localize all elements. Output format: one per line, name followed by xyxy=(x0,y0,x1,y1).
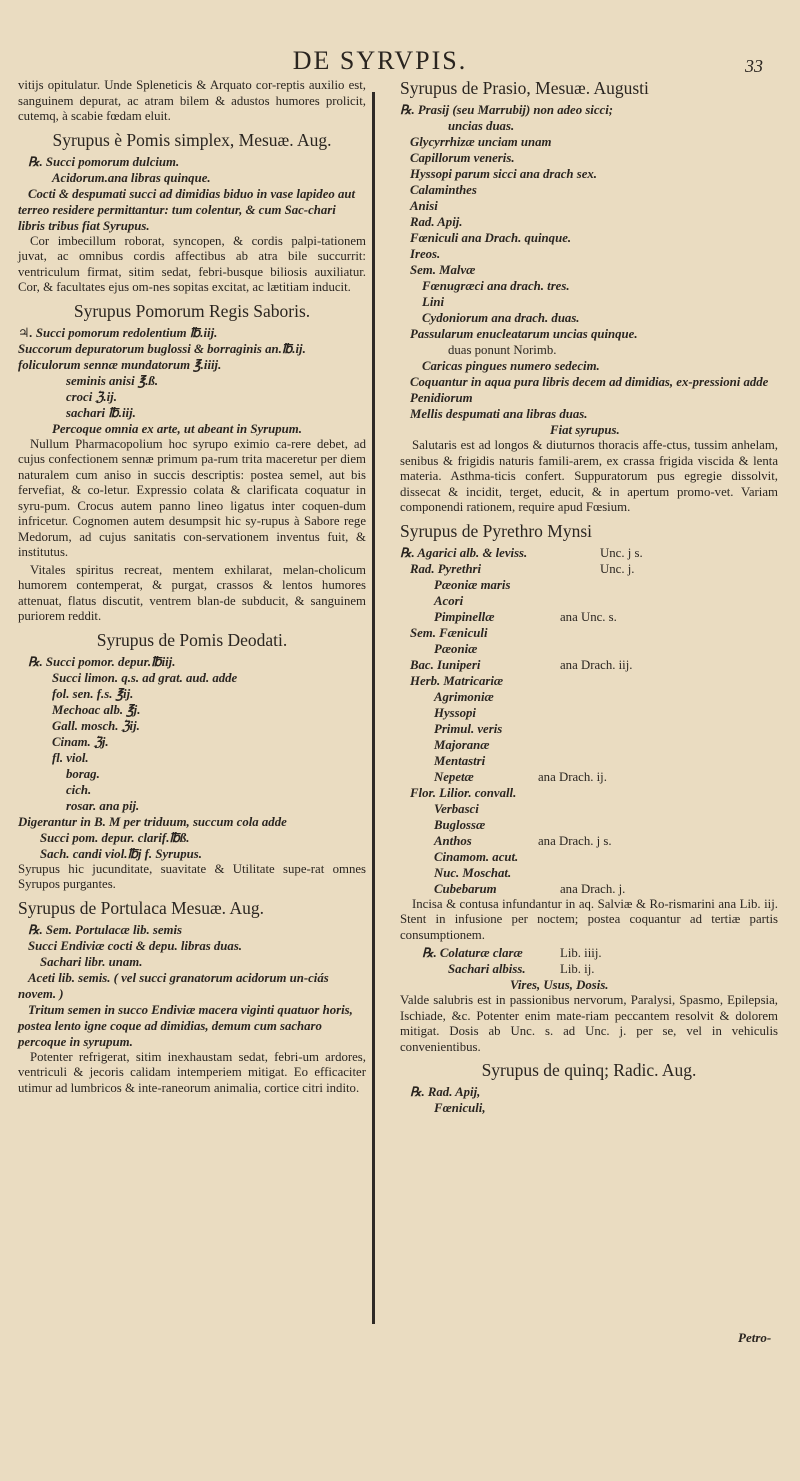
recipe-line: Succorum depuratorum buglossi & borraginis an.℔.ij. xyxy=(18,341,306,356)
subheading: Vires, Usus, Dosis. xyxy=(510,978,609,992)
recipe-line: foliculorum sennæ mundatorum ℥.iiij. xyxy=(18,357,222,372)
recipe-line: Caricas pingues numero sedecim. xyxy=(422,359,600,373)
recipe-line: Rad. Apij. xyxy=(410,215,463,229)
recipe-line: Succi Endiviæ cocti & depu. libras duas. xyxy=(28,938,243,953)
paragraph: Cor imbecillum roborat, syncopen, & cordis palpi-tationem juvat, ac omnibus cordis affectibus ab atra bile succurrit: ventriculum firmat, sitim sedat, febri-busque biliosis auxiliatur. Cor, & facultates ejus om-nes sopitas excitat, ac lætitiam inducit. xyxy=(18,233,366,294)
recipe-line: Lini xyxy=(422,295,445,309)
recipe-line: Rad. Pyrethri Unc. j. xyxy=(410,561,635,576)
recipe-line: ℞. Agarici alb. & leviss. Unc. j s. xyxy=(400,545,643,560)
recipe-line: Glycyrrhizæ unciam unam xyxy=(410,135,552,149)
recipe-line: Digerantur in B. M per triduum, succum cola adde xyxy=(18,814,287,829)
section-heading: Syrupus de Pyrethro Mynsi xyxy=(400,520,593,541)
column-divider xyxy=(372,92,375,1324)
recipe-line: Cydoniorum ana drach. duas. xyxy=(422,311,580,325)
recipe-line: Flor. Lilior. convall. xyxy=(410,785,517,800)
recipe-line: Succi limon. q.s. ad grat. aud. adde xyxy=(52,670,238,685)
recipe-line: ℞. Sem. Portulacæ lib. semis xyxy=(28,922,183,937)
recipe-line: Pæoniæ maris xyxy=(434,577,511,592)
recipe-line: Bac. Iuniperi ana Drach. iij. xyxy=(410,657,633,672)
recipe-line: seminis anisi ℥.ß. xyxy=(66,373,159,388)
recipe-line: sachari ℔.iij. xyxy=(66,405,136,420)
recipe-line: borag. xyxy=(66,766,100,781)
recipe-line: ℞. Prasij (seu Marrubij) non adeo sicci; xyxy=(400,103,614,117)
recipe-line: Fœnugræci ana drach. tres. xyxy=(422,279,570,293)
recipe-line: Capillorum veneris. xyxy=(410,151,515,165)
right-column xyxy=(400,78,778,1116)
section-heading: Syrupus è Pomis simplex, Mesuæ. Aug. xyxy=(52,129,332,150)
recipe-line: Penidiorum xyxy=(410,391,473,405)
left-column xyxy=(18,78,366,1098)
recipe-line: uncias duas. xyxy=(448,119,515,133)
page-number: 33 xyxy=(745,56,763,76)
paragraph: Vitales spiritus recreat, mentem exhilarat, melan-cholicum humorem contemperat, & purgat, crassos & lentos humores attenuat, flatus discutit, ventrem blan-de subducit, & sanguinem puriorem reddit. xyxy=(18,562,366,623)
recipe-line: Percoque omnia ex arte, ut abeant in Syrupum. xyxy=(52,421,302,436)
recipe-line: croci ℨ.ij. xyxy=(66,389,117,404)
paragraph: Salutaris est ad longos & diuturnos thoracis affe-ctus, tussim anhelam, senibus & frigidis naturis famili-arem, ex crassa frigida viscida & lenta materia. Asthma-ticis confert. Suppuratorum pus egregie dissolvit, dissecat & incidit, terget, educit, & in apertum promo-vet. Variam componendi rationem, require apud Fœsium. xyxy=(400,438,778,514)
section-heading: Syrupus Pomorum Regis Saboris. xyxy=(73,300,311,321)
recipe-line: Sachari libr. unam. xyxy=(40,954,143,969)
recipe-line: Cubebarum ana Drach. j. xyxy=(434,881,626,896)
paragraph: Nullum Pharmacopolium hoc syrupo eximio ca-rere debet, ad cujus confectionem sennæ primum pa-rum trita maceretur per diem naturalem cum aniso in succis descriptis: postea semel, aut bis fervefiat, & co-letur. Expressio colata & clarificata coquatur in syru-pum. Crocus autem panno lineo ligatus inter coquen-dum infricetur. Cognomen autem desumpsit hic sy-rupus à Sabore rege Medorum, ad cujus sanitatis con-servationem inventus fuit, & institutus. xyxy=(18,436,366,559)
recipe-line: Anthos ana Drach. j s. xyxy=(434,833,612,848)
page-header xyxy=(0,46,800,76)
running-title: DE SYRVPIS. xyxy=(292,46,468,75)
recipe-line: Nuc. Moschat. xyxy=(434,865,512,880)
recipe-line: Sem. Fæniculi xyxy=(410,625,488,640)
recipe-line: cich. xyxy=(66,782,92,797)
recipe-line: Hyssopi parum sicci ana drach sex. xyxy=(410,167,597,181)
section-heading: Syrupus de Prasio, Mesuæ. Augusti xyxy=(400,78,649,98)
recipe-line: Majoranæ xyxy=(434,737,490,752)
recipe-line: Gall. mosch. ℨij. xyxy=(52,718,140,733)
recipe-line: Verbasci xyxy=(434,801,479,816)
recipe-line: Fœniculi, xyxy=(434,1101,486,1115)
recipe-line: ℞. Succi pomor. depur.℔iij. xyxy=(28,654,176,669)
recipe-line: ℞. Rad. Apij, xyxy=(410,1085,481,1099)
recipe-line: Nepetæ ana Drach. ij. xyxy=(434,769,607,784)
ingredient-list xyxy=(400,545,778,897)
recipe-line: Cinam. ℨj. xyxy=(52,734,109,749)
recipe-line: duas ponunt Norimb. xyxy=(448,343,557,357)
paragraph: Syrupus hic jucunditate, suavitate & Utilitate supe-rat omnes Syrupos purgantes. xyxy=(18,861,366,891)
recipe-line: Agrimoniæ xyxy=(434,689,494,704)
recipe-instruction: Cocti & despumati succi ad dimidias biduo in vase lapideo aut terreo residere permittantur: tum colentur, & cum Sac-chari libris tribus fiat Syrupus. xyxy=(18,186,356,233)
recipe-line: Pimpinellæ ana Unc. s. xyxy=(434,609,617,624)
recipe-line: Cinamom. acut. xyxy=(434,849,519,864)
recipe-line: fol. sen. f.s. ℥ij. xyxy=(52,686,134,701)
recipe-line: Primul. veris xyxy=(434,721,503,736)
recipe-instruction: Tritum semen in succo Endiviæ macera viginti quatuor horis, postea lento igne coque ad dimidias, demum cum sacharo percoque in syrupum. xyxy=(18,1002,353,1049)
recipe-line: Herb. Matricariæ xyxy=(410,673,504,688)
section-heading: Syrupus de Pomis Deodati. xyxy=(96,629,288,650)
recipe-line: Mechoac alb. ℥j. xyxy=(52,702,141,717)
recipe-line: Pæoniæ xyxy=(434,641,478,656)
recipe-line: Acidorum.ana libras quinque. xyxy=(52,170,211,185)
paragraph: Potenter refrigerat, sitim inexhaustam sedat, febri-um ardores, ventriculi & jecoris calidam intemperiem mitigat. Eo efficaciter utimur ad lumbricos & inte-raneorum animalia, cortice citri indito. xyxy=(18,1049,366,1095)
recipe-line: Ireos. xyxy=(410,247,441,261)
recipe-line: Mellis despumati ana libras duas. xyxy=(410,407,588,421)
paragraph: Valde salubris est in passionibus nervorum, Paralysi, Spasmo, Epilepsia, Ischiade, &c. Potenter enim mate-riam peccantem resolvit & dolorem mitigat. Dosis ab Unc. s. ad Unc. j. per se, vel in vehiculis convenientibus. xyxy=(400,993,778,1054)
recipe-line: Anisi xyxy=(410,199,438,213)
recipe-line: fl. viol. xyxy=(52,750,89,765)
catchword: Petro- xyxy=(738,1330,772,1345)
recipe-line: Sachari albiss. Lib. ij. xyxy=(448,962,595,976)
recipe-line: Succi pom. depur. clarif.℔ß. xyxy=(40,830,190,845)
paragraph: Incisa & contusa infundantur in aq. Salviæ & Ro-rismarini ana Lib. iij. Stent in infusione per noctem; postea coquantur ad tertiæ partis consumptionem. xyxy=(400,896,778,942)
recipe-line: Mentastri xyxy=(434,753,486,768)
recipe-line: Aceti lib. semis. ( vel succi granatorum acidorum un-ciás novem. ) xyxy=(18,970,329,1001)
recipe-line: Hyssopi xyxy=(434,705,476,720)
recipe-line: rosar. ana pij. xyxy=(66,798,140,813)
recipe-line: Acori xyxy=(434,593,464,608)
section-heading: Syrupus de quinq; Radic. Aug. xyxy=(481,1060,697,1080)
recipe-line: ℞. Succi pomorum dulcium. xyxy=(28,154,180,169)
recipe-instruction: Coquantur in aqua pura libris decem ad dimidias, ex-pressioni adde xyxy=(410,375,769,389)
recipe-line: ℞. Colaturæ claræ Lib. iiij. xyxy=(422,946,602,960)
paragraph: vitijs opitulatur. Unde Spleneticis & Arquato cor-reptis auxilio est, sanguinem depurat, ac atram bilem & adustos humores prolicit, cutemq, à scabie fœdam eluit. xyxy=(18,78,366,123)
section-heading: Syrupus de Portulaca Mesuæ. Aug. xyxy=(18,897,264,918)
recipe-line: Sach. candi viol.℔j f. Syrupus. xyxy=(40,846,202,861)
recipe-line: ♃. Succi pomorum redolentium ℔.iij. xyxy=(18,325,218,340)
recipe-line: Calaminthes xyxy=(410,183,477,197)
recipe-line: Passularum enucleatarum uncias quinque. xyxy=(410,327,638,341)
recipe-line: Sem. Malvæ xyxy=(410,263,476,277)
recipe-line: Fœniculi ana Drach. quinque. xyxy=(410,231,572,245)
recipe-line: Buglossæ xyxy=(434,817,486,832)
recipe-line: Fiat syrupus. xyxy=(550,423,620,437)
